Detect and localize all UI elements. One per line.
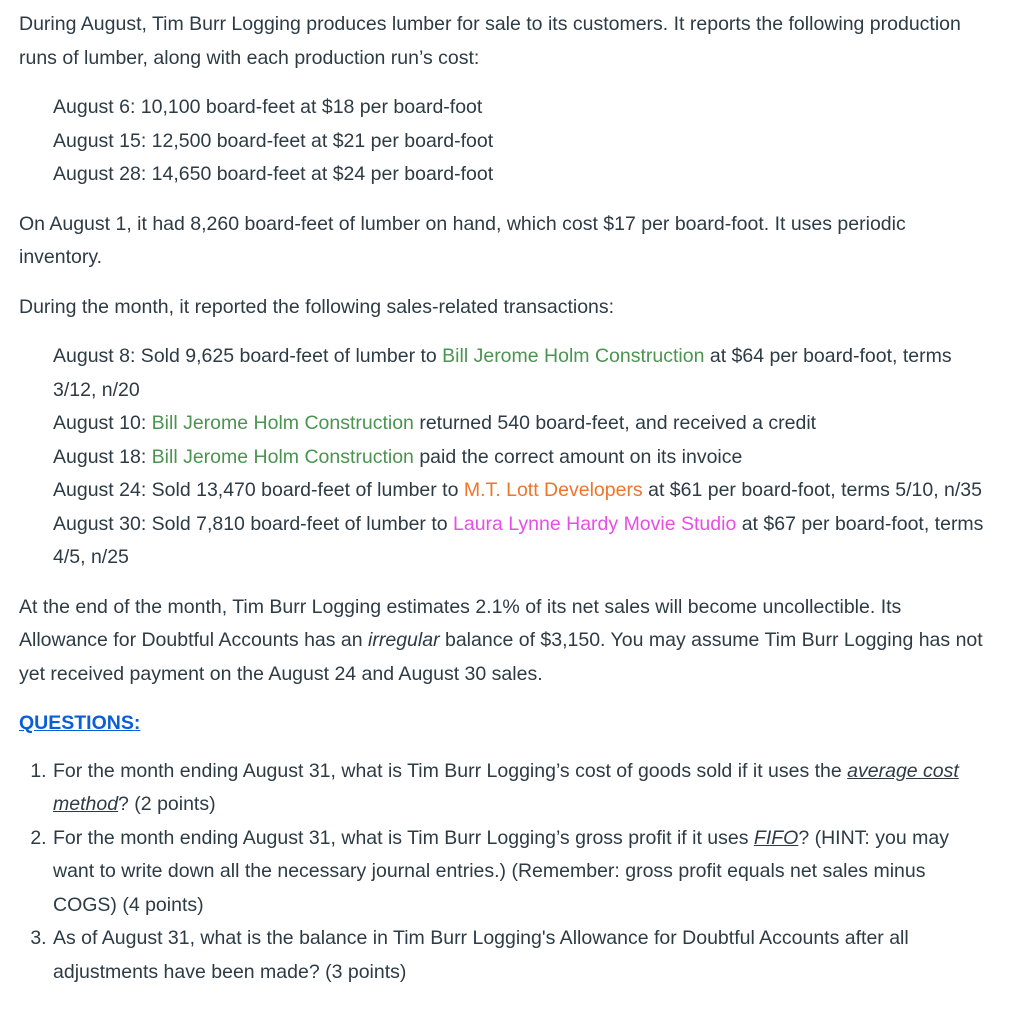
question-item: 2. For the month ending August 31, what is Tim Burr Logging’s gross profit if it uses FIFO? (HINT: you may want to write down all the necessary journal entries.) (Remember: gross profit equals net sales minus COGS) (4 points)	[52, 822, 994, 923]
beginning-inventory-paragraph: On August 1, it had 8,260 board-feet of lumber on hand, which cost $17 per board-foot. It uses periodic inventory.	[19, 212, 906, 268]
production-run: August 15: 12,500 board-feet at $21 per board-foot	[53, 129, 494, 152]
intro-paragraph: During August, Tim Burr Logging produces lumber for sale to its customers. It reports the following production runs of lumber, along with each production run’s cost:	[19, 13, 961, 69]
customer-name: M.T. Lott Developers	[463, 479, 643, 501]
questions-link[interactable]: QUESTIONS	[19, 712, 134, 734]
customer-name: Bill Jerome Holm Construction	[151, 412, 414, 434]
sales-transaction: August 10: Bill Jerome Holm Construction returned 540 board-feet, and received a credit	[53, 412, 817, 434]
customer-name: Bill Jerome Holm Construction	[151, 445, 414, 468]
term-average-cost: average cost method	[53, 759, 959, 815]
production-run: August 6: 10,100 board-feet at $18 per board-foot	[53, 96, 483, 118]
sales-transaction: August 24: Sold 13,470 board-feet of lumber to M.T. Lott Developers at $61 per board-foot, terms 5/10, n/35	[53, 479, 982, 501]
question-item: 1. For the month ending August 31, what is Tim Burr Logging’s cost of goods sold if it uses the average cost method? (2 points)	[52, 755, 994, 822]
sales-intro-paragraph: During the month, it reported the following sales-related transactions:	[19, 295, 615, 318]
questions-list	[19, 755, 994, 990]
sales-transactions-list	[19, 340, 994, 575]
sales-transaction: August 30: Sold 7,810 board-feet of lumber to Laura Lynne Hardy Movie Studio at $67 per board-foot, terms 4/5, n/25	[53, 512, 984, 568]
sales-transaction: August 18: Bill Jerome Holm Construction paid the correct amount on its invoice	[53, 445, 743, 468]
production-run: August 28: 14,650 board-feet at $24 per board-foot	[53, 163, 494, 185]
production-runs-list	[19, 91, 994, 192]
customer-name: Laura Lynne Hardy Movie Studio	[453, 512, 737, 535]
question-item: 3. As of August 31, what is the balance in Tim Burr Logging's Allowance for Doubtful Accounts after all adjustments have been made? (3 points)	[52, 922, 994, 989]
sales-transaction: August 8: Sold 9,625 board-feet of lumber to Bill Jerome Holm Construction at $64 per board-foot, terms 3/12, n/20	[53, 345, 952, 401]
questions-heading: QUESTIONS:	[19, 712, 141, 734]
customer-name: Bill Jerome Holm Construction	[442, 345, 705, 367]
month-end-paragraph: At the end of the month, Tim Burr Logging estimates 2.1% of its net sales will become uncollectible. Its Allowance for Doubtful Accounts has an irregular balance of $3,150. You may assume Tim Burr Logging has not yet received payment on the August 24 and August 30 sales.	[19, 595, 983, 685]
term-fifo: FIFO	[753, 826, 799, 849]
